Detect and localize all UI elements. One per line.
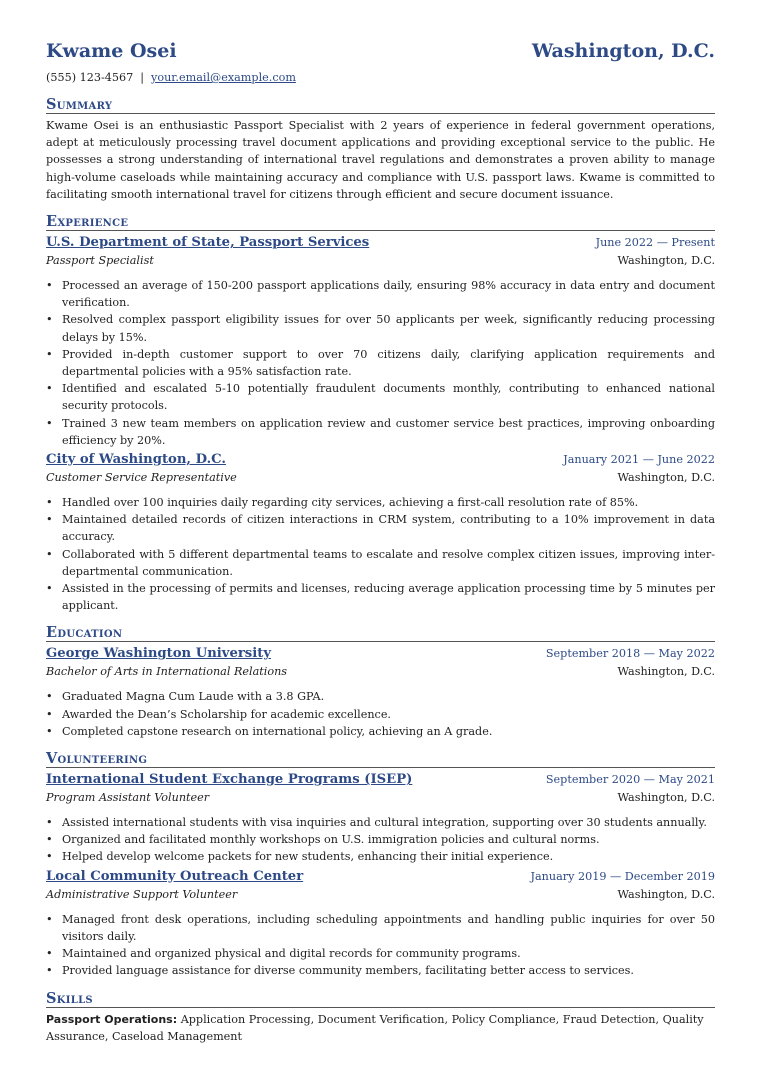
experience-entry: [46, 234, 715, 449]
section-title-summary: Summary: [46, 96, 715, 114]
organization-link[interactable]: Local Community Outreach Center: [46, 868, 304, 884]
candidate-name: Kwame Osei: [46, 40, 177, 62]
bullet-item: • Completed capstone research on international policy, achieving an A grade.: [62, 723, 715, 740]
volunteering-entry: [46, 868, 715, 980]
entry-location: Washington, D.C.: [617, 887, 715, 901]
bullet-list: [46, 277, 715, 449]
entry-location: Washington, D.C.: [617, 665, 715, 679]
bullet-item: • Assisted in the processing of permits and licenses, reducing average application processing time by 5 minutes per applicant.: [62, 580, 715, 614]
bullet-item: • Trained 3 new team members on application review and customer service best practices, improving onboarding efficiency by 20%.: [62, 415, 715, 449]
volunteering-entry: [46, 771, 715, 866]
section-title-education: Education: [46, 624, 715, 642]
organization-link[interactable]: International Student Exchange Programs (ISEP): [46, 772, 413, 788]
organization-link[interactable]: City of Washington, D.C.: [46, 452, 227, 468]
section-title-skills: Skills: [46, 990, 715, 1008]
organization-link[interactable]: George Washington University: [46, 646, 271, 662]
entry-role: Program Assistant Volunteer: [46, 791, 210, 805]
experience-list: [46, 234, 715, 614]
bullet-list: [46, 814, 715, 866]
bullet-item: • Resolved complex passport eligibility issues for over 50 applicants per week, significantly reducing processing delays by 15%.: [62, 311, 715, 345]
section-title-experience: Experience: [46, 213, 715, 231]
bullet-list: [46, 494, 715, 614]
entry-header-row: [46, 234, 715, 252]
entry-subheader-row: [46, 886, 715, 904]
entry-role: Administrative Support Volunteer: [46, 887, 238, 901]
bullet-item: • Provided language assistance for diverse community members, facilitating better access to services.: [62, 962, 715, 979]
phone-number: (555) 123-4567: [46, 71, 134, 84]
entry-dates: January 2019 — December 2019: [530, 869, 715, 883]
bullet-item: • Identified and escalated 5-10 potentially fraudulent documents monthly, contributing to enhanced national security protocols.: [62, 380, 715, 414]
entry-subheader-row: [46, 469, 715, 487]
skills-text: Application Processing, Document Verification, Policy Compliance, Fraud Detection, Quality Assurance, Caseload Management: [46, 1012, 704, 1043]
summary-text: Kwame Osei is an enthusiastic Passport Specialist with 2 years of experience in federal government operations, adept at meticulously processing travel document applications and providing exceptional service to the public. He possesses a strong understanding of international travel regulations and demonstrates a proven ability to manage high-volume caseloads while maintaining accuracy and compliance with U.S. passport laws. Kwame is committed to facilitating smooth international travel for citizens through efficient and secure document issuance.: [46, 119, 715, 201]
entry-header-row: [46, 645, 715, 663]
bullet-item: • Maintained and organized physical and digital records for community programs.: [62, 945, 715, 962]
bullet-item: • Awarded the Dean’s Scholarship for academic excellence.: [62, 706, 715, 723]
entry-header-row: [46, 451, 715, 469]
entry-location: Washington, D.C.: [617, 471, 715, 485]
bullet-item: • Organized and facilitated monthly workshops on U.S. immigration policies and cultural norms.: [62, 831, 715, 848]
email-link[interactable]: your.email@example.com: [151, 71, 296, 84]
entry-header-row: [46, 771, 715, 789]
bullet-item: • Collaborated with 5 different departmental teams to escalate and resolve complex citizen issues, improving inter-departmental communication.: [62, 546, 715, 580]
entry-location: Washington, D.C.: [617, 254, 715, 268]
bullet-item: • Provided in-depth customer support to over 70 citizens daily, clarifying application requirements and departmental policies with a 95% satisfaction rate.: [62, 346, 715, 380]
bullet-item: • Maintained detailed records of citizen interactions in CRM system, contributing to a 10% improvement in data accuracy.: [62, 511, 715, 545]
bullet-list: [46, 911, 715, 980]
skills-line: [46, 1011, 715, 1045]
volunteering-list: [46, 771, 715, 979]
experience-entry: [46, 451, 715, 614]
bullet-item: • Handled over 100 inquiries daily regarding city services, achieving a first-call resolution rate of 85%.: [62, 494, 715, 511]
bullet-item: • Assisted international students with visa inquiries and cultural integration, supporting over 30 students annually.: [62, 814, 715, 831]
entry-header-row: [46, 868, 715, 886]
entry-dates: September 2018 — May 2022: [545, 647, 715, 661]
entry-subheader-row: [46, 663, 715, 681]
entry-subheader-row: [46, 252, 715, 270]
skills-label: Passport Operations:: [46, 1012, 178, 1026]
bullet-item: • Helped develop welcome packets for new students, enhancing their initial experience.: [62, 848, 715, 865]
bullet-item: • Graduated Magna Cum Laude with a 3.8 GPA.: [62, 688, 715, 705]
contact-line: [46, 71, 715, 84]
bullet-item: • Processed an average of 150-200 passport applications daily, ensuring 98% accuracy in data entry and document verification.: [62, 277, 715, 311]
entry-subheader-row: [46, 789, 715, 807]
resume-header: [46, 40, 715, 62]
entry-dates: June 2022 — Present: [595, 236, 715, 250]
candidate-location: Washington, D.C.: [531, 40, 715, 62]
resume-page: [46, 40, 715, 1045]
section-title-volunteering: Volunteering: [46, 750, 715, 768]
contact-separator: |: [140, 71, 145, 84]
bullet-list: [46, 688, 715, 740]
entry-dates: September 2020 — May 2021: [545, 773, 715, 787]
education-entry: [46, 645, 715, 740]
entry-role: Customer Service Representative: [46, 471, 237, 485]
entry-role: Passport Specialist: [46, 254, 154, 268]
entry-location: Washington, D.C.: [617, 791, 715, 805]
entry-role: Bachelor of Arts in International Relations: [46, 665, 288, 679]
entry-dates: January 2021 — June 2022: [563, 453, 715, 467]
organization-link[interactable]: U.S. Department of State, Passport Services: [46, 235, 370, 251]
education-list: [46, 645, 715, 740]
bullet-item: • Managed front desk operations, including scheduling appointments and handling public inquiries for over 50 visitors daily.: [62, 911, 715, 945]
